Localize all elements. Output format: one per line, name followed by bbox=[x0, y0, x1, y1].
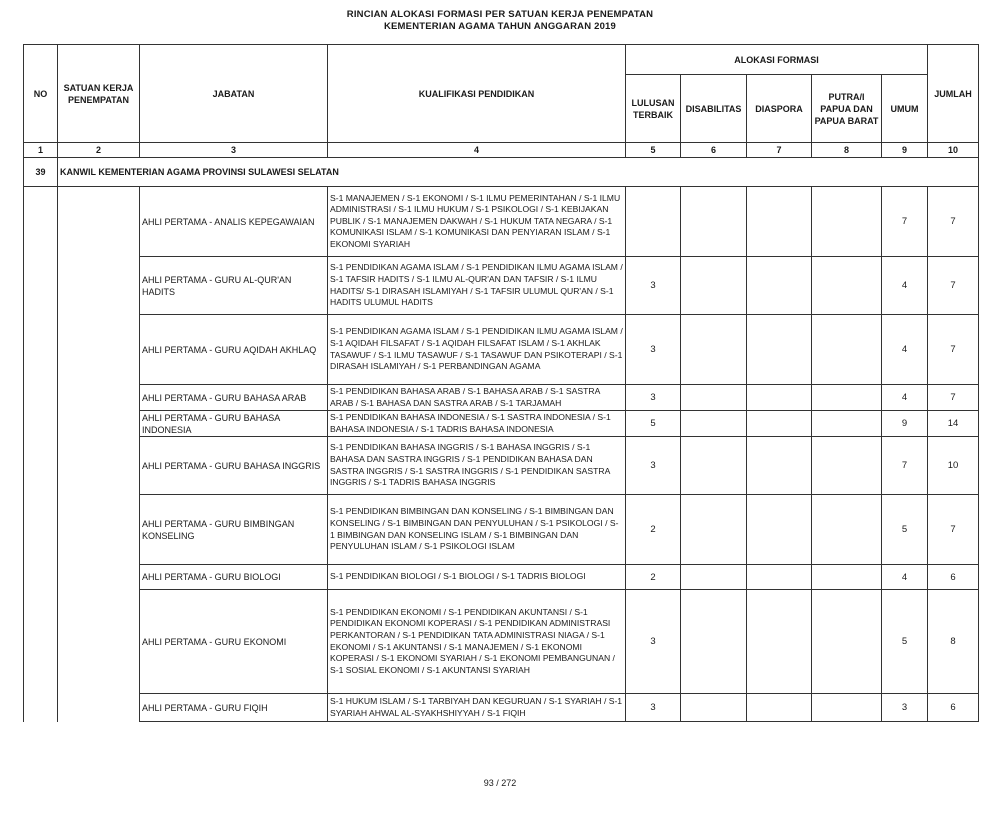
jabatan-cell: AHLI PERTAMA - GURU BIOLOGI bbox=[140, 565, 328, 590]
lulusan-cell: 3 bbox=[626, 437, 681, 495]
lulusan-cell: 2 bbox=[626, 495, 681, 565]
jabatan-cell: AHLI PERTAMA - GURU AQIDAH AKHLAQ bbox=[140, 315, 328, 385]
table-row bbox=[24, 257, 979, 315]
jumlah-cell: 6 bbox=[928, 694, 979, 722]
umum-cell: 4 bbox=[882, 385, 928, 411]
kualifikasi-cell: S-1 PENDIDIKAN EKONOMI / S-1 PENDIDIKAN AKUNTANSI / S-1 PENDIDIKAN EKONOMI KOPERASI / S-1 PENDIDIKAN ADMINISTRASI PERKANTORAN / S-1 PENDIDIKAN TATA ADMINISTRASI NIAGA / S-1 EKONOMI / S-1 AKUNTANSI / S-1 MANAJEMEN / S-1 EKONOMI KOPERASI / S-1 EKONOMI SYARIAH / S-1 EKONOMI PEMBANGUNAN / S-1 SOSIAL EKONOMI / S-1 AKUNTANSI SYARIAH bbox=[328, 590, 626, 694]
disabilitas-cell bbox=[681, 315, 747, 385]
umum-cell: 7 bbox=[882, 187, 928, 257]
col-satuan-kerja: SATUAN KERJA PENEMPATAN bbox=[58, 45, 140, 143]
disabilitas-cell bbox=[681, 437, 747, 495]
disabilitas-cell bbox=[681, 590, 747, 694]
jabatan-cell: AHLI PERTAMA - GURU BAHASA INDONESIA bbox=[140, 411, 328, 437]
table-row bbox=[24, 385, 979, 411]
jabatan-cell: AHLI PERTAMA - ANALIS KEPEGAWAIAN bbox=[140, 187, 328, 257]
lulusan-cell: 2 bbox=[626, 565, 681, 590]
umum-cell: 3 bbox=[882, 694, 928, 722]
jabatan-cell: AHLI PERTAMA - GURU AL-QUR'AN HADITS bbox=[140, 257, 328, 315]
kualifikasi-cell: S-1 PENDIDIKAN BAHASA INGGRIS / S-1 BAHASA INGGRIS / S-1 BAHASA DAN SASTRA INGGRIS / S-1 PENDIDIKAN BAHASA DAN SASTRA INGGRIS / S-1 SASTRA INGGRIS / S-1 PENDIDIKAN SASTRA INGGRIS / S-1 TADRIS BAHASA INGGRIS bbox=[328, 437, 626, 495]
jumlah-cell: 7 bbox=[928, 187, 979, 257]
diaspora-cell bbox=[747, 257, 812, 315]
column-number: 2 bbox=[58, 143, 140, 158]
jumlah-cell: 6 bbox=[928, 565, 979, 590]
umum-cell: 5 bbox=[882, 590, 928, 694]
jumlah-cell: 7 bbox=[928, 385, 979, 411]
umum-cell: 4 bbox=[882, 315, 928, 385]
column-number: 7 bbox=[747, 143, 812, 158]
lulusan-cell: 3 bbox=[626, 315, 681, 385]
disabilitas-cell bbox=[681, 411, 747, 437]
col-no: NO bbox=[24, 45, 58, 143]
diaspora-cell bbox=[747, 411, 812, 437]
putra-cell bbox=[812, 565, 882, 590]
kualifikasi-cell: S-1 PENDIDIKAN AGAMA ISLAM / S-1 PENDIDIKAN ILMU AGAMA ISLAM / S-1 AQIDAH FILSAFAT / S-1 AQIDAH FILSAFAT ISLAM / S-1 AKHLAK TASAWUF / S-1 ILMU TASAWUF / S-1 TASAWUF DAN PSIKOTERAPI / S-1 DIRASAH ISLAMIYAH / S-1 PERBANDINGAN AGAMA bbox=[328, 315, 626, 385]
column-number: 3 bbox=[140, 143, 328, 158]
jumlah-cell: 7 bbox=[928, 495, 979, 565]
blank-satker-cell bbox=[58, 187, 140, 722]
jumlah-cell: 8 bbox=[928, 590, 979, 694]
disabilitas-cell bbox=[681, 495, 747, 565]
jumlah-cell: 10 bbox=[928, 437, 979, 495]
table-row bbox=[24, 187, 979, 257]
putra-cell bbox=[812, 694, 882, 722]
jabatan-cell: AHLI PERTAMA - GURU EKONOMI bbox=[140, 590, 328, 694]
diaspora-cell bbox=[747, 385, 812, 411]
col-lulusan-terbaik: LULUSAN TERBAIK bbox=[626, 75, 681, 143]
umum-cell: 5 bbox=[882, 495, 928, 565]
diaspora-cell bbox=[747, 590, 812, 694]
table-row bbox=[24, 565, 979, 590]
putra-cell bbox=[812, 315, 882, 385]
col-putra-papua: PUTRA/I PAPUA DAN PAPUA BARAT bbox=[812, 75, 882, 143]
umum-cell: 4 bbox=[882, 257, 928, 315]
col-kualifikasi: KUALIFIKASI PENDIDIKAN bbox=[328, 45, 626, 143]
col-diaspora: DIASPORA bbox=[747, 75, 812, 143]
diaspora-cell bbox=[747, 315, 812, 385]
column-number: 4 bbox=[328, 143, 626, 158]
document-title: RINCIAN ALOKASI FORMASI PER SATUAN KERJA PENEMPATAN bbox=[346, 9, 654, 20]
kualifikasi-cell: S-1 PENDIDIKAN BIMBINGAN DAN KONSELING / S-1 BIMBINGAN DAN KONSELING / S-1 BIMBINGAN DAN PENYULUHAN / S-1 PSIKOLOGI / S-1 BIMBINGAN DAN KONSELING ISLAM / S-1 BIMBINGAN DAN PENYULUHAN ISLAM / S-1 PSIKOLOGI ISLAM bbox=[328, 495, 626, 565]
putra-cell bbox=[812, 437, 882, 495]
jumlah-cell: 14 bbox=[928, 411, 979, 437]
diaspora-cell bbox=[747, 437, 812, 495]
disabilitas-cell bbox=[681, 694, 747, 722]
page-number: 93 / 272 bbox=[483, 778, 517, 788]
jumlah-cell: 7 bbox=[928, 315, 979, 385]
kualifikasi-cell: S-1 MANAJEMEN / S-1 EKONOMI / S-1 ILMU PEMERINTAHAN / S-1 ILMU ADMINISTRASI / S-1 ILMU HUKUM / S-1 PSIKOLOGI / S-1 KEBIJAKAN PUBLIK / S-1 MANAJEMEN DAKWAH / S-1 HUKUM TATA NEGARA / S-1 KOMUNIKASI ISLAM / S-1 KOMUNIKASI DAN PENYIARAN ISLAM / S-1 EKONOMI SYARIAH bbox=[328, 187, 626, 257]
column-number: 1 bbox=[24, 143, 58, 158]
formasi-table bbox=[23, 44, 979, 722]
table-row bbox=[24, 694, 979, 722]
table-row bbox=[24, 590, 979, 694]
table-row bbox=[24, 411, 979, 437]
kualifikasi-cell: S-1 PENDIDIKAN BIOLOGI / S-1 BIOLOGI / S-1 TADRIS BIOLOGI bbox=[328, 565, 626, 590]
col-umum: UMUM bbox=[882, 75, 928, 143]
jabatan-cell: AHLI PERTAMA - GURU BAHASA INGGRIS bbox=[140, 437, 328, 495]
kualifikasi-cell: S-1 PENDIDIKAN AGAMA ISLAM / S-1 PENDIDIKAN ILMU AGAMA ISLAM / S-1 TAFSIR HADITS / S-1 ILMU AL-QUR'AN DAN TAFSIR / S-1 ILMU HADITS/ S-1 DIRASAH ISLAMIYAH / S-1 TAFSIR ULUMUL QUR'AN / S-1 HADITS ULUMUL HADITS bbox=[328, 257, 626, 315]
document-subtitle: KEMENTERIAN AGAMA TAHUN ANGGARAN 2019 bbox=[383, 21, 617, 32]
table-row bbox=[24, 437, 979, 495]
putra-cell bbox=[812, 385, 882, 411]
putra-cell bbox=[812, 495, 882, 565]
disabilitas-cell bbox=[681, 257, 747, 315]
disabilitas-cell bbox=[681, 565, 747, 590]
disabilitas-cell bbox=[681, 187, 747, 257]
table-row bbox=[24, 495, 979, 565]
jabatan-cell: AHLI PERTAMA - GURU FIQIH bbox=[140, 694, 328, 722]
kanwil-row bbox=[24, 158, 979, 187]
blank-no-cell bbox=[24, 187, 58, 722]
kualifikasi-cell: S-1 PENDIDIKAN BAHASA INDONESIA / S-1 SASTRA INDONESIA / S-1 BAHASA INDONESIA / S-1 TADRIS BAHASA INDONESIA bbox=[328, 411, 626, 437]
lulusan-cell: 3 bbox=[626, 694, 681, 722]
jabatan-cell: AHLI PERTAMA - GURU BIMBINGAN KONSELING bbox=[140, 495, 328, 565]
kanwil-name: KANWIL KEMENTERIAN AGAMA PROVINSI SULAWESI SELATAN bbox=[58, 158, 979, 187]
jumlah-cell: 7 bbox=[928, 257, 979, 315]
kanwil-number: 39 bbox=[24, 158, 58, 187]
umum-cell: 4 bbox=[882, 565, 928, 590]
putra-cell bbox=[812, 257, 882, 315]
table-row bbox=[24, 315, 979, 385]
column-number-row bbox=[24, 143, 979, 158]
lulusan-cell bbox=[626, 187, 681, 257]
diaspora-cell bbox=[747, 565, 812, 590]
putra-cell bbox=[812, 590, 882, 694]
umum-cell: 7 bbox=[882, 437, 928, 495]
column-number: 10 bbox=[928, 143, 979, 158]
col-jabatan: JABATAN bbox=[140, 45, 328, 143]
diaspora-cell bbox=[747, 187, 812, 257]
column-number: 8 bbox=[812, 143, 882, 158]
putra-cell bbox=[812, 411, 882, 437]
kualifikasi-cell: S-1 HUKUM ISLAM / S-1 TARBIYAH DAN KEGURUAN / S-1 SYARIAH / S-1 SYARIAH AHWAL AL-SYAKHSHIYYAH / S-1 FIQIH bbox=[328, 694, 626, 722]
kualifikasi-cell: S-1 PENDIDIKAN BAHASA ARAB / S-1 BAHASA ARAB / S-1 SASTRA ARAB / S-1 BAHASA DAN SASTRA ARAB / S-1 TARJAMAH bbox=[328, 385, 626, 411]
column-number: 9 bbox=[882, 143, 928, 158]
col-disabilitas: DISABILITAS bbox=[681, 75, 747, 143]
lulusan-cell: 5 bbox=[626, 411, 681, 437]
umum-cell: 9 bbox=[882, 411, 928, 437]
putra-cell bbox=[812, 187, 882, 257]
lulusan-cell: 3 bbox=[626, 257, 681, 315]
lulusan-cell: 3 bbox=[626, 590, 681, 694]
diaspora-cell bbox=[747, 495, 812, 565]
column-number: 6 bbox=[681, 143, 747, 158]
jabatan-cell: AHLI PERTAMA - GURU BAHASA ARAB bbox=[140, 385, 328, 411]
col-jumlah: JUMLAH bbox=[928, 45, 979, 143]
diaspora-cell bbox=[747, 694, 812, 722]
column-number: 5 bbox=[626, 143, 681, 158]
disabilitas-cell bbox=[681, 385, 747, 411]
lulusan-cell: 3 bbox=[626, 385, 681, 411]
col-alokasi-formasi: ALOKASI FORMASI bbox=[626, 45, 928, 75]
